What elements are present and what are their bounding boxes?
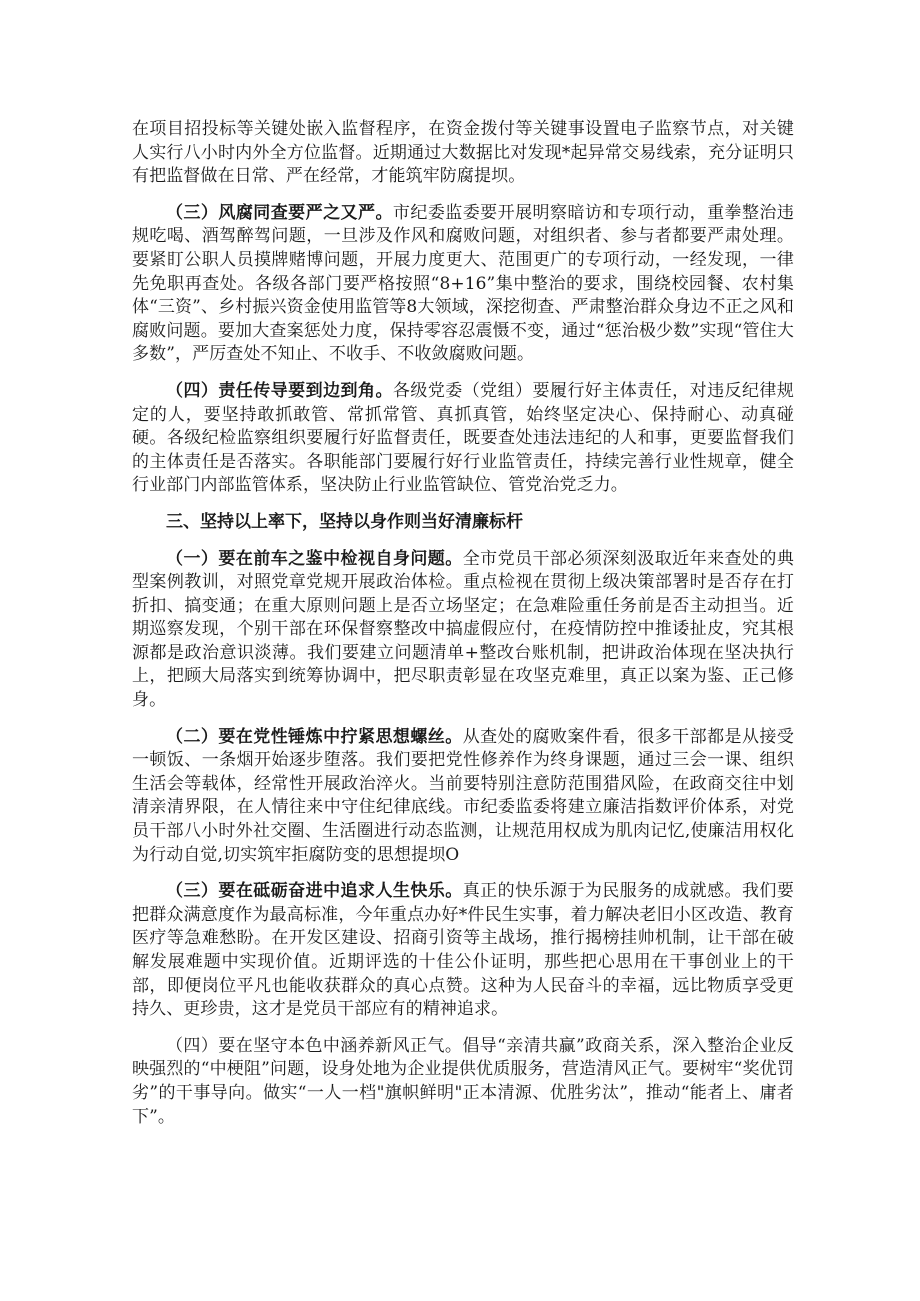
document-page xyxy=(132,118,794,1142)
paragraph-text: 在项目招投标等关键处嵌入监督程序，在资金拨付等关键事设置电子监察节点，对关键人实行八小时内外全方位监督。近期通过大数据比对发现*起异常交易线索，充分证明只有把监督做在日常、严在经常，才能筑牢防腐提坝。 xyxy=(132,119,794,187)
paragraph-section2-item3 xyxy=(132,202,794,367)
paragraph-continuation xyxy=(132,118,794,189)
paragraph-section2-item4 xyxy=(132,380,794,498)
paragraph-text: （四）要在坚守本色中涵养新风正气。倡导“亲清共赢”政商关系，深入整治企业反映强烈的“中梗阻”问题，设身处地为企业提供优质服务，营造清风正气。要树牢“奖优罚劣”的干事导向。做实“一人一档"旗帜鲜明"正本清源、优胜劣汰”，推动“能者上、庸者下”。 xyxy=(132,1035,794,1127)
paragraph-section3-item3 xyxy=(132,880,794,1022)
paragraph-text: 市纪委监委要开展明察暗访和专项行动，重拳整治违规吃喝、酒驾醉驾问题，一旦涉及作风和腐败问题，对组织者、参与者都要严肃处理。要紧盯公职人员摸牌赌博问题，开展力度更大、范围更广的专项行动，一经发现，一律先免职再查处。各级各部门要严格按照“8+16”集中整治的要求，围绕校园餐、农村集体“三资”、乡村振兴资金使用监管等8大领域，深挖彻查、严肃整治群众身边不正之风和腐败问题。要加大查案惩处力度，保持零容忍震慑不变，通过“惩治极少数”实现“管住大多数”，严厉查处不知止、不收手、不收敛腐败问题。 xyxy=(132,202,794,365)
paragraph-text: 各级党委（党组）要履行好主体责任，对违反纪律规定的人，要坚持敢抓敢管、常抓常管、真抓真管，始终坚定决心、保持耐心、动真碰硬。各级纪检监察组织要履行好监督责任，既要查处违法违纪的人和事，更要监督我们的主体责任是否落实。各职能部门要履行好行业监管责任，持续完善行业性规章，健全行业部门内部监管体系，坚决防止行业监管缺位、管党治党乏力。 xyxy=(132,380,794,496)
section-heading: 三、坚持以上率下，坚持以身作则当好清廉标杆 xyxy=(166,511,523,532)
paragraph-lead: （二）要在党性锤炼中拧紧思想螺丝。 xyxy=(166,726,463,747)
paragraph-section3-item1 xyxy=(132,548,794,713)
paragraph-lead: （一）要在前车之鉴中检视自身问题。 xyxy=(166,548,463,569)
paragraph-lead: （三）要在砥砺奋进中追求人生快乐。 xyxy=(166,881,463,902)
paragraph-lead: （三）风腐同查要严之又严。 xyxy=(166,202,393,223)
paragraph-section3-item2 xyxy=(132,726,794,868)
paragraph-text: 从查处的腐败案件看，很多干部都是从接受一顿饭、一条烟开始逐步堕落。我们要把党性修养作为终身课题，通过三会一课、组织生活会等载体，经常性开展政治淬火。当前要特别注意防范围猎风险，在政商交往中划清亲清界限，在人情往来中守住纪律底线。市纪委监委将建立廉洁指数评价体系，对党员干部八小时外社交圈、生活圈进行动态监测，让规范用权成为肌肉记忆,使廉洁用权化为行动自觉,切实筑牢拒腐防变的思想提坝O xyxy=(132,726,794,865)
paragraph-section3-item4 xyxy=(132,1035,794,1129)
paragraph-text: 真正的快乐源于为民服务的成就感。我们要把群众满意度作为最高标准，今年重点办好*件民生实事，着力解决老旧小区改造、教育医疗等急难愁盼。在开发区建设、招商引资等主战场，推行揭榜挂帅机制，让干部在破解发展难题中实现价值。近期评选的十佳公仆证明，那些把心思用在干事创业上的干部，即便岗位平凡也能收获群众的真心点赞。这种为人民奋斗的幸福，远比物质享受更持久、更珍贵，这才是党员干部应有的精神追求。 xyxy=(132,881,794,1020)
paragraph-lead: （四）责任传导要到边到角。 xyxy=(166,380,393,401)
paragraph-text: 全市党员干部必须深刻汲取近年来查处的典型案例教训，对照党章党规开展政治体检。重点检视在贯彻上级决策部署时是否存在打折扣、搞变通；在重大原则问题上是否立场坚定；在急难险重任务前是否主动担当。近期巡察发现，个别干部在环保督察整改中搞虚假应付，在疫情防控中推诿扯皮，究其根源都是政治意识淡薄。我们要建立问题清单+整改台账机制，把讲政治体现在坚决执行上，把顾大局落实到统筹协调中，把尽职责彰显在攻坚克难里，真正以案为鉴、正己修身。 xyxy=(132,548,794,711)
